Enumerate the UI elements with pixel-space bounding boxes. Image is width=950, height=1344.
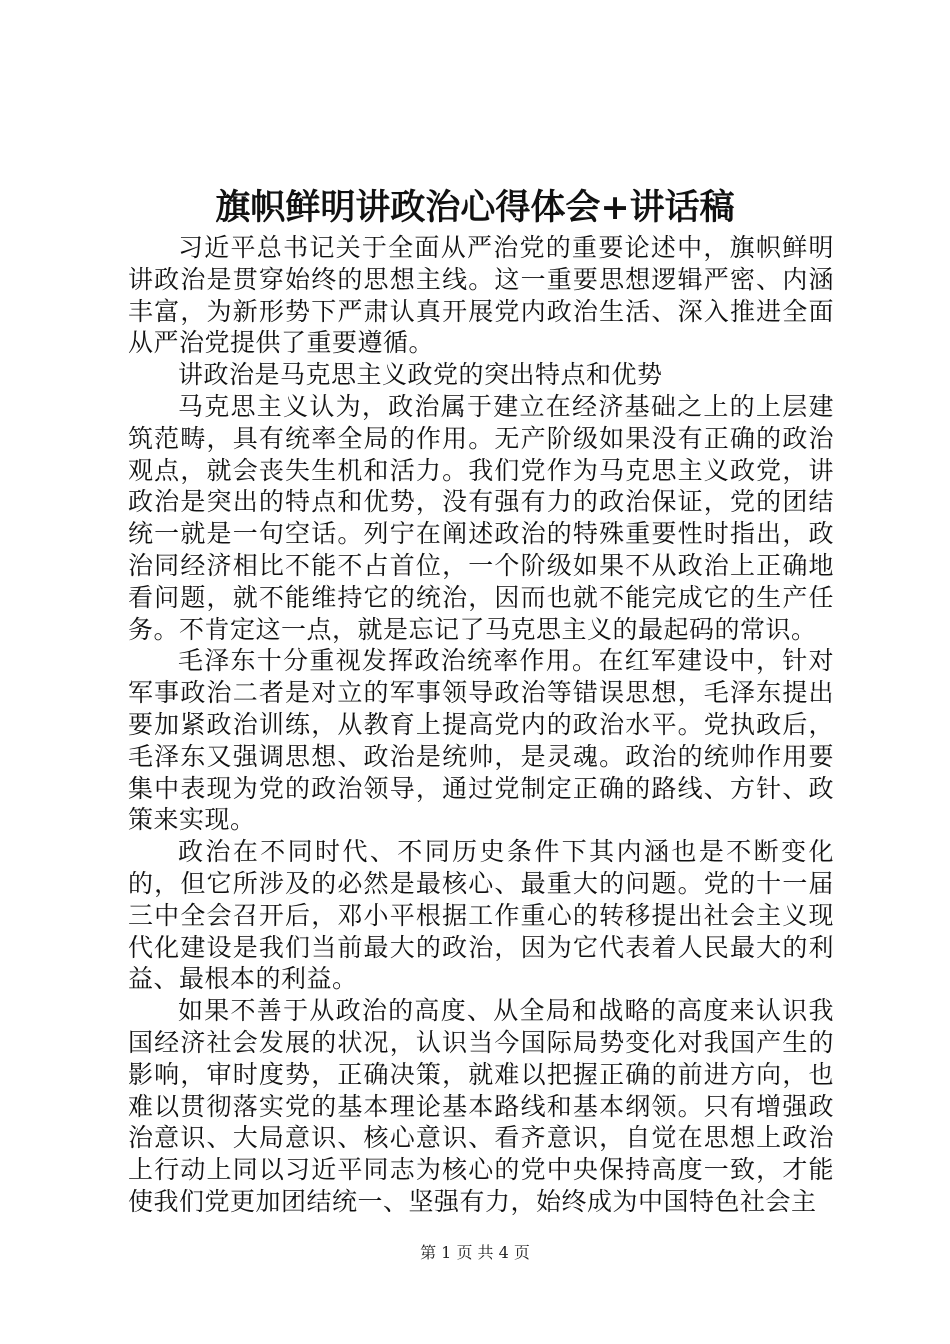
page-footer: 第 1 页 共 4 页: [420, 1243, 530, 1262]
section-heading: 讲政治是马克思主义政党的突出特点和优势: [178, 360, 663, 390]
document-title: 旗帜鲜明讲政治心得体会+讲话稿: [215, 187, 735, 228]
document-body: [128, 232, 834, 1218]
body-paragraph: 毛泽东十分重视发挥政治统率作用。在红军建设中，针对军事政治二者是对立的军事领导政治等错误思想，毛泽东提出要加紧政治训练，从教育上提高党内的政治水平。党执政后，毛泽东又强调思想、政治是统帅，是灵魂。政治的统帅作用要集中表现为党的政治领导，通过党制定正确的路线、方针、政策来实现。: [128, 646, 834, 835]
body-paragraph: 习近平总书记关于全面从严治党的重要论述中，旗帜鲜明讲政治是贯穿始终的思想主线。这一重要思想逻辑严密、内涵丰富，为新形势下严肃认真开展党内政治生活、深入推进全面从严治党提供了重要遵循。: [128, 233, 834, 358]
body-paragraph: 如果不善于从政治的高度、从全局和战略的高度来认识我国经济社会发展的状况，认识当今国际局势变化对我国产生的影响，审时度势，正确决策，就难以把握正确的前进方向，也难以贯彻落实党的基本理论基本路线和基本纲领。只有增强政治意识、大局意识、核心意识、看齐意识，自觉在思想上政治上行动上同以习近平同志为核心的党中央保持高度一致，才能使我们党更加团结统一、坚强有力，始终成为中国特色社会主: [128, 996, 834, 1216]
body-paragraph: 政治在不同时代、不同历史条件下其内涵也是不断变化的，但它所涉及的必然是最核心、最重大的问题。党的十一届三中全会召开后，邓小平根据工作重心的转移提出社会主义现代化建设是我们当前最大的政治，因为它代表着人民最大的利益、最根本的利益。: [128, 837, 834, 994]
body-paragraph: 马克思主义认为，政治属于建立在经济基础之上的上层建筑范畴，具有统率全局的作用。无产阶级如果没有正确的政治观点，就会丧失生机和活力。我们党作为马克思主义政党，讲政治是突出的特点和优势，没有强有力的政治保证，党的团结统一就是一句空话。列宁在阐述政治的特殊重要性时指出，政治同经济相比不能不占首位，一个阶级如果不从政治上正确地看问题，就不能维持它的统治，因而也就不能完成它的生产任务。不肯定这一点，就是忘记了马克思主义的最起码的常识。: [128, 391, 834, 644]
